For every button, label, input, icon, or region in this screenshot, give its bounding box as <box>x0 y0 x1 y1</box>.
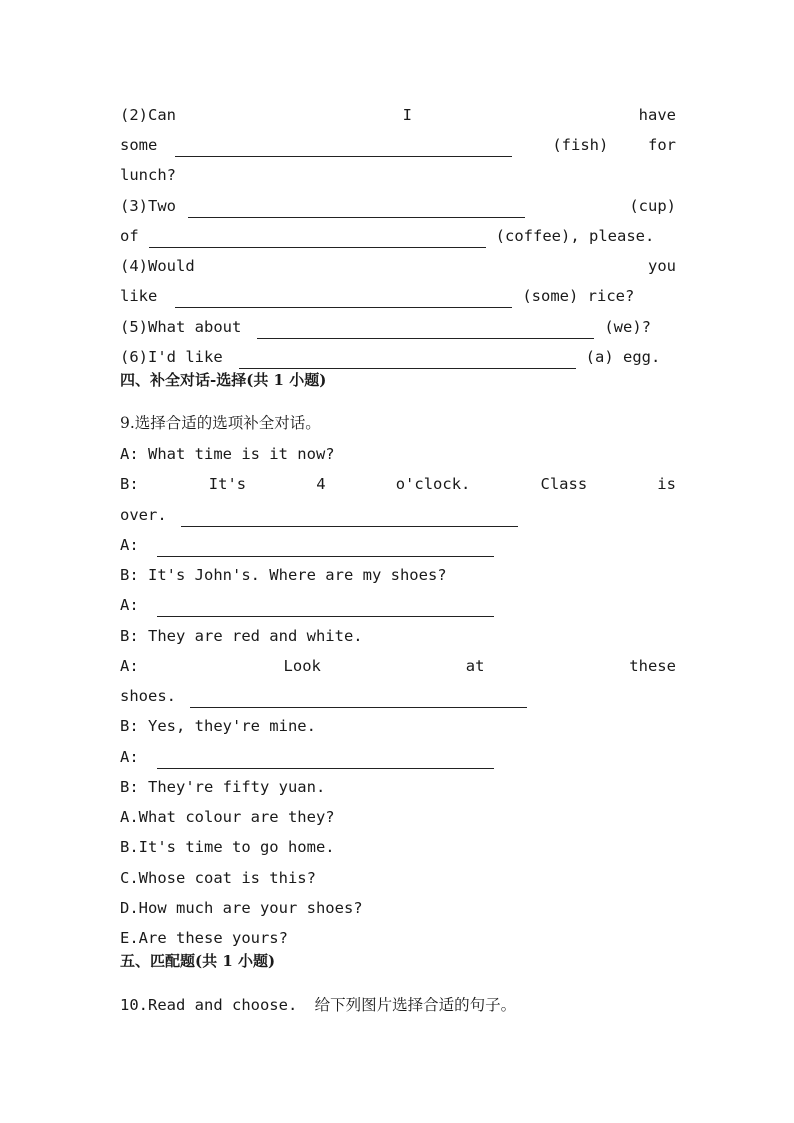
text: is <box>657 475 676 493</box>
answer-blank[interactable] <box>181 510 518 527</box>
text: I <box>402 106 412 124</box>
text: have <box>638 106 676 124</box>
dialogue-line: A: What time is it now? <box>120 445 335 463</box>
text: o'clock. <box>395 475 471 493</box>
hint-word: (some) rice? <box>522 287 635 305</box>
dialogue-line <box>120 684 676 708</box>
dialogue-line: B: Yes, they're mine. <box>120 717 316 735</box>
answer-blank[interactable] <box>188 201 525 218</box>
text: (2)Can <box>120 106 176 124</box>
answer-blank[interactable] <box>175 140 512 157</box>
text: over. <box>120 506 167 524</box>
text: you <box>648 257 676 275</box>
hint-word: (a) egg. <box>585 348 661 366</box>
text: (5)What about <box>120 318 242 336</box>
answer-blank[interactable] <box>175 291 512 308</box>
answer-blank[interactable] <box>257 322 594 339</box>
dialogue-line: B: It's John's. Where are my shoes? <box>120 566 447 584</box>
text: for <box>648 136 676 154</box>
dialogue-line: B: They are red and white. <box>120 627 363 645</box>
text: (3)Two <box>120 197 176 215</box>
text: 给下列图片选择合适的句子。 <box>314 996 517 1014</box>
hint-word: (fish) <box>552 136 609 154</box>
q8-item5 <box>120 315 676 339</box>
text: (6)I'd like <box>120 348 223 366</box>
q8-item3-line1 <box>120 194 676 218</box>
text: these <box>629 657 676 675</box>
text: 4 <box>316 475 326 493</box>
text: 10.Read and choose. <box>120 996 298 1014</box>
question-prompt <box>120 993 676 1017</box>
answer-blank[interactable] <box>157 540 494 557</box>
option-item: C.Whose coat is this? <box>120 869 316 887</box>
option-item: D.How much are your shoes? <box>120 899 363 917</box>
q8-item2-line3 <box>120 163 676 187</box>
dialogue-line <box>120 593 676 617</box>
text: of <box>120 227 139 245</box>
answer-blank[interactable] <box>157 752 494 769</box>
dialogue-line <box>120 472 676 496</box>
text: shoes. <box>120 687 176 705</box>
hint-word: (coffee), please. <box>495 227 655 245</box>
text: It's <box>208 475 247 493</box>
q8-item4-line1 <box>120 254 676 278</box>
section-heading: 四、补全对话-选择(共 1 小题) <box>120 371 327 389</box>
text: B: <box>120 475 139 493</box>
text: (4)Would <box>120 257 195 275</box>
speaker-label: A: <box>120 536 139 554</box>
text: Class <box>540 475 588 493</box>
q8-item2-line2 <box>120 133 676 157</box>
dialogue-line <box>120 503 676 527</box>
option-item: E.Are these yours? <box>120 929 288 947</box>
text: some <box>120 136 158 154</box>
answer-blank[interactable] <box>190 691 527 708</box>
text: A: <box>120 657 139 675</box>
answer-blank[interactable] <box>239 352 576 369</box>
dialogue-line <box>120 745 676 769</box>
answer-blank[interactable] <box>149 231 486 248</box>
q8-item2-line1 <box>120 103 676 127</box>
hint-word: (cup) <box>629 197 676 215</box>
question-prompt: 9.选择合适的选项补全对话。 <box>120 414 321 432</box>
option-item: B.It's time to go home. <box>120 838 335 856</box>
q8-item6 <box>120 345 676 369</box>
answer-blank[interactable] <box>157 600 494 617</box>
dialogue-line: B: They're fifty yuan. <box>120 778 326 796</box>
speaker-label: A: <box>120 596 139 614</box>
text: lunch? <box>120 166 176 184</box>
text: Look <box>283 657 321 675</box>
speaker-label: A: <box>120 748 139 766</box>
hint-word: (we)? <box>604 318 651 336</box>
q8-item3-line2 <box>120 224 676 248</box>
option-item: A.What colour are they? <box>120 808 335 826</box>
dialogue-line <box>120 533 676 557</box>
text: like <box>120 287 158 305</box>
dialogue-line <box>120 654 676 678</box>
section-heading: 五、匹配题(共 1 小题) <box>120 952 276 970</box>
q8-item4-line2 <box>120 284 676 308</box>
text: at <box>465 657 485 675</box>
